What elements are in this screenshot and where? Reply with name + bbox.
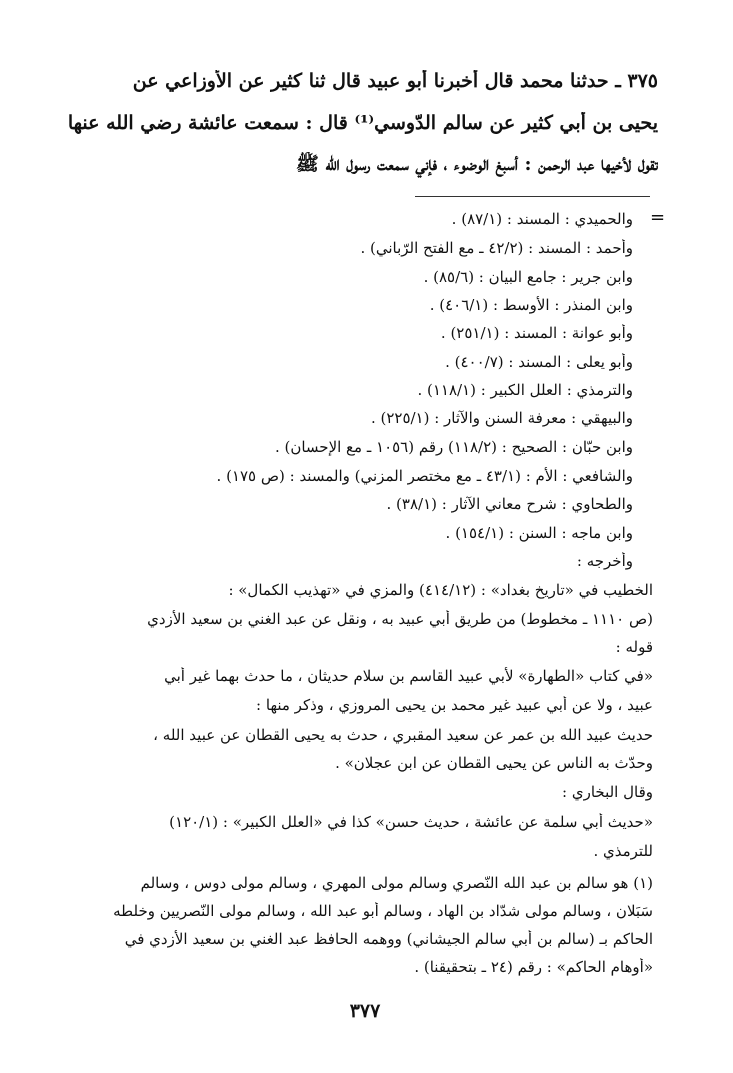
commentary-line-3: قوله :: [615, 638, 653, 656]
commentary-line-8: وقال البخاري :: [562, 783, 653, 801]
footnote-line-1: (١) هو سالم بن عبد الله النّصري وسالم مولى المهري ، وسالم مولى دوس ، وسالم: [140, 874, 653, 892]
commentary-line-2: (ص ١١١٠ ـ مخطوط) من طريق أبي عبيد به ، ونقل عن عبد الغني بن سعيد الأزدي: [147, 610, 653, 628]
source-line-8: والبيهقي : معرفة السنن والآثار : (٢٢٥/١) .: [370, 409, 633, 427]
commentary-line-7: وحدّث به الناس عن يحيى القطان عن ابن عجلان» .: [335, 754, 653, 772]
main-text-line-3: تقول لأخيها عبد الرحمن : أسبغ الوضوء ، فإني سمعت رسول الله ﷺ: [295, 153, 658, 175]
source-line-10: والشافعي : الأم : (٤٣/١ ـ مع مختصر المزني) والمسند : (ص ١٧٥) .: [216, 467, 633, 485]
main-text-line-1: ٣٧٥ ـ حدثنا محمد قال أخبرنا أبو عبيد قال ثنا كثير عن الأوزاعي عن: [132, 70, 658, 92]
source-line-7: والترمذي : العلل الكبير : (١١٨/١) .: [417, 381, 633, 399]
source-line-3: وابن جرير : جامع البيان : (٨٥/٦) .: [423, 268, 633, 286]
continuation-mark: =: [650, 207, 666, 228]
footnote-line-2: سَبَلان ، وسالم مولى شدّاد بن الهاد ، وسالم أبو عبد الله ، وسالم مولى النّصريين وخلطه: [113, 902, 653, 920]
main-text-line-2: يحيى بن أبي كثير عن سالم الدّوسي⁽¹⁾ قال : سمعت عائشة رضي الله عنها: [67, 112, 658, 134]
source-line-12: وابن ماجه : السنن : (١٥٤/١) .: [445, 524, 633, 542]
footnote-line-4: «أوهام الحاكم» : رقم (٢٤ ـ بتحقيقنا) .: [414, 958, 653, 976]
commentary-line-1: الخطيب في «تاريخ بغداد» : (٤١٤/١٢) والمزي في «تهذيب الكمال» :: [228, 581, 653, 599]
footnote-separator: [415, 196, 650, 197]
source-line-6: وأبو يعلى : المسند : (٤٠٠/٧) .: [445, 353, 633, 371]
commentary-line-10: للترمذي .: [593, 842, 653, 860]
source-line-4: وابن المنذر : الأوسط : (٤٠٦/١) .: [429, 296, 633, 314]
commentary-line-5: عبيد ، ولا عن أبي عبيد غير محمد بن يحيى المروزي ، وذكر منها :: [256, 696, 653, 714]
commentary-line-4: «في كتاب «الطهارة» لأبي عبيد القاسم بن سلام حديثان ، ما حدث بهما غير أبي: [164, 667, 653, 685]
source-line-1: والحميدي : المسند : (٨٧/١) .: [451, 210, 633, 228]
source-line-11: والطحاوي : شرح معاني الآثار : (٣٨/١) .: [386, 495, 633, 513]
source-line-13: وأخرجه :: [576, 552, 633, 570]
source-line-5: وأبو عوانة : المسند : (٢٥١/١) .: [440, 324, 633, 342]
source-line-9: وابن حبّان : الصحيح : (١١٨/٢) رقم (١٠٥٦ ـ مع الإحسان) .: [274, 438, 633, 456]
source-line-2: وأحمد : المسند : (٤٢/٢ ـ مع الفتح الرّباني) .: [360, 239, 633, 257]
commentary-line-9: «حديث أبي سلمة عن عائشة ، حديث حسن» كذا في «العلل الكبير» : (١٢٠/١): [169, 813, 653, 831]
footnote-line-3: الحاكم بـ (سالم بن أبي سالم الجيشاني) ووهمه الحافظ عبد الغني بن سعيد الأزدي في: [124, 930, 653, 948]
commentary-line-6: حديث عبيد الله بن عمر عن سعيد المقبري ، حدث به يحيى القطان عن عبيد الله ،: [153, 726, 653, 744]
page-number: ٣٧٧: [349, 1000, 381, 1022]
